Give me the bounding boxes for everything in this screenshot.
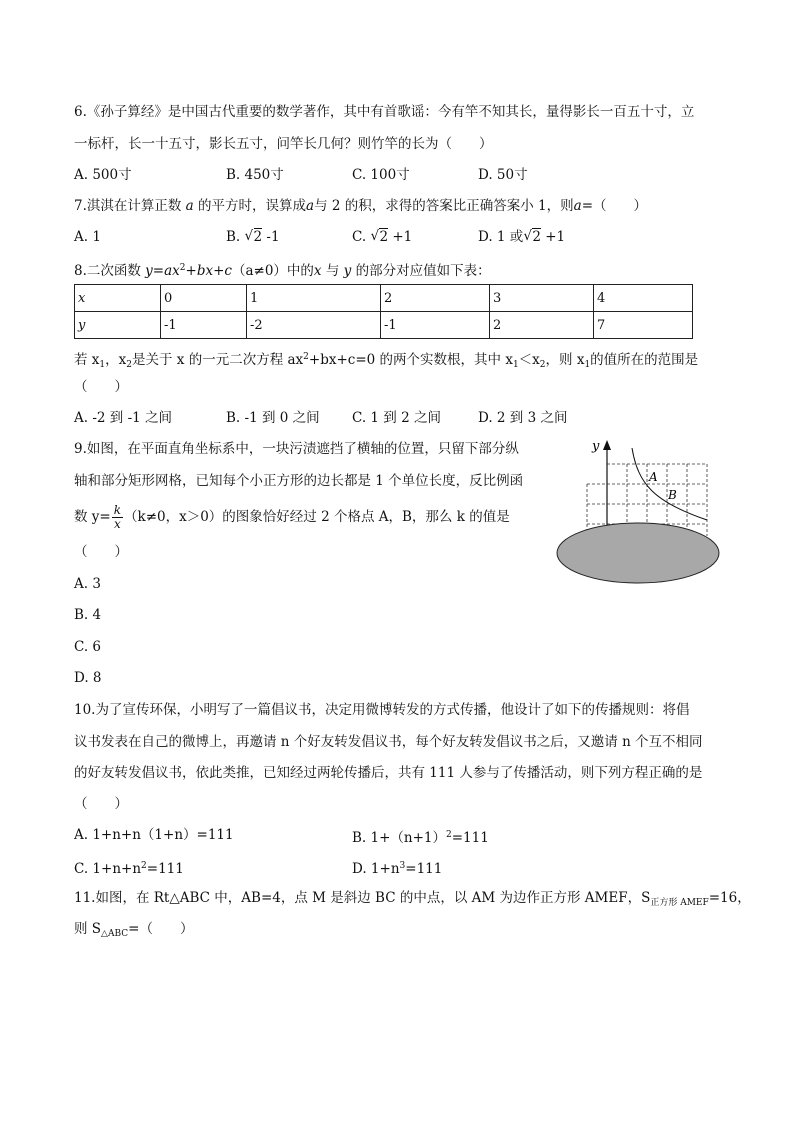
value-table	[74, 284, 693, 339]
fraction: $\frac{k}{x}$	[113, 503, 122, 531]
table-cell: 2	[490, 312, 594, 339]
q9-stem-line3: 数 y= $\frac{k}{x}$ （k≠0，x＞0）的图象恰好经过 2 个格点 A，B，那么 k 的值是	[74, 503, 510, 531]
q10-option-a: A. 1+n+n（1+n）=111	[74, 827, 234, 843]
q9-option-d: D. 8	[74, 670, 102, 686]
point-b-label: B	[668, 488, 677, 502]
q9-stem-line1: 9.如图，在平面直角坐标系中，一块污渍遮挡了横轴的位置，只留下部分纵	[74, 441, 519, 457]
stain-ellipse	[557, 523, 719, 583]
table-cell: 2	[381, 285, 490, 312]
q7-stem: 7.淇淇在计算正数 a 的平方时，误算成a与 2 的积，求得的答案比正确答案小 1，则a=（ ）	[74, 198, 648, 214]
q6-option-b: B. 450寸	[226, 167, 284, 183]
point-a-label: A	[649, 470, 658, 484]
q8-stem: 8.二次函数 $y=ax^2+bx+c(a\ne 0)$中的x 与 y 的部分对应值如下表：	[74, 263, 491, 279]
arrow-up-icon	[603, 440, 611, 450]
q8-continuation: 若 $x_1$，$x_2$是关于 x 的一元二次方程 $ax^2+bx+c=0$ 的两个实数根，其中 $x_1<x_2$，则 $x_1$的值所在的范围是	[74, 352, 699, 370]
q10-option-d: D. $1+n^3=111$	[352, 861, 443, 877]
q9-paren: （ ）	[74, 544, 128, 560]
q8-option-a: A. -2 到 -1 之间	[74, 410, 173, 426]
q6-option-a: A. 500寸	[74, 167, 132, 183]
table-cell: 7	[594, 312, 693, 339]
q6-option-c: C. 100寸	[352, 167, 410, 183]
sqrt-symbol: √ 2	[523, 228, 541, 246]
q8-option-d: D. 2 到 3 之间	[478, 410, 568, 426]
q7-option-c: C. √ 2 +1	[352, 228, 412, 246]
q7-option-a: A. 1	[74, 229, 101, 245]
table-cell: -2	[247, 312, 381, 339]
q10-option-c: C. $1+n+n^2=111$	[74, 861, 184, 877]
sqrt-symbol: √ 2	[245, 228, 263, 246]
q10-paren: （ ）	[74, 796, 128, 812]
q10-stem-line1: 10.为了宣传环保，小明写了一篇倡议书，决定用微博转发的方式传播，他设计了如下的传播规则：将倡	[74, 702, 690, 718]
q6-option-d: D. 50寸	[478, 167, 528, 183]
table-cell: 3	[490, 285, 594, 312]
q9-stem-line2: 轴和部分矩形网格，已知每个小正方形的边长都是 1 个单位长度，反比例函	[74, 473, 524, 489]
q11-stem-line2: 则 $S_{\triangle ABC}=$（ ）	[74, 921, 194, 939]
q8-option-b: B. -1 到 0 之间	[226, 410, 320, 426]
table-cell: -1	[161, 312, 247, 339]
y-axis-label: y	[592, 439, 600, 454]
table-cell: x	[75, 285, 161, 312]
q9-option-b: B. 4	[74, 607, 102, 623]
q6-stem-line2: 一标杆，长一十五寸，影长五寸，问竿长几何？则竹竿的长为（ ）	[74, 136, 493, 152]
q8-paren: （ ）	[74, 379, 128, 395]
q10-stem-line3: 的好友转发倡议书，依此类推，已知经过两轮传播后，共有 111 人参与了传播活动，则下列方程正确的是	[74, 765, 703, 781]
q11-stem-line1: 11.如图，在 Rt△ABC 中，AB=4，点 M 是斜边 BC 的中点，以 AM 为边作正方形 AMEF，$S_{正方形 AMEF}=16$，	[74, 890, 751, 908]
q10-stem-line2: 议书发表在自己的微博上，再邀请 n 个好友转发倡议书，每个好友转发倡议书之后，又邀请 n 个互不相同	[74, 734, 703, 750]
q9-option-c: C. 6	[74, 639, 102, 655]
sqrt-symbol: √ 2	[370, 228, 388, 246]
q9-coordinate-figure	[550, 436, 725, 586]
q10-option-b: B. $1+(n+1)^2=111$	[352, 830, 489, 846]
table-row	[75, 285, 693, 312]
table-row	[75, 312, 693, 339]
table-cell: -1	[381, 312, 490, 339]
q6-stem-line1: 6.《孙子算经》是中国古代重要的数学著作，其中有首歌谣：今有竿不知其长，量得影长一百五十寸，立	[74, 104, 695, 120]
table-cell: 1	[247, 285, 381, 312]
table-cell: y	[75, 312, 161, 339]
q7-option-d: D. 1 或√ 2 +1	[478, 228, 565, 246]
q8-option-c: C. 1 到 2 之间	[352, 410, 441, 426]
table-cell: 4	[594, 285, 693, 312]
table-cell: 0	[161, 285, 247, 312]
q9-option-a: A. 3	[74, 576, 101, 592]
q7-option-b: B. √ 2 -1	[226, 228, 280, 246]
